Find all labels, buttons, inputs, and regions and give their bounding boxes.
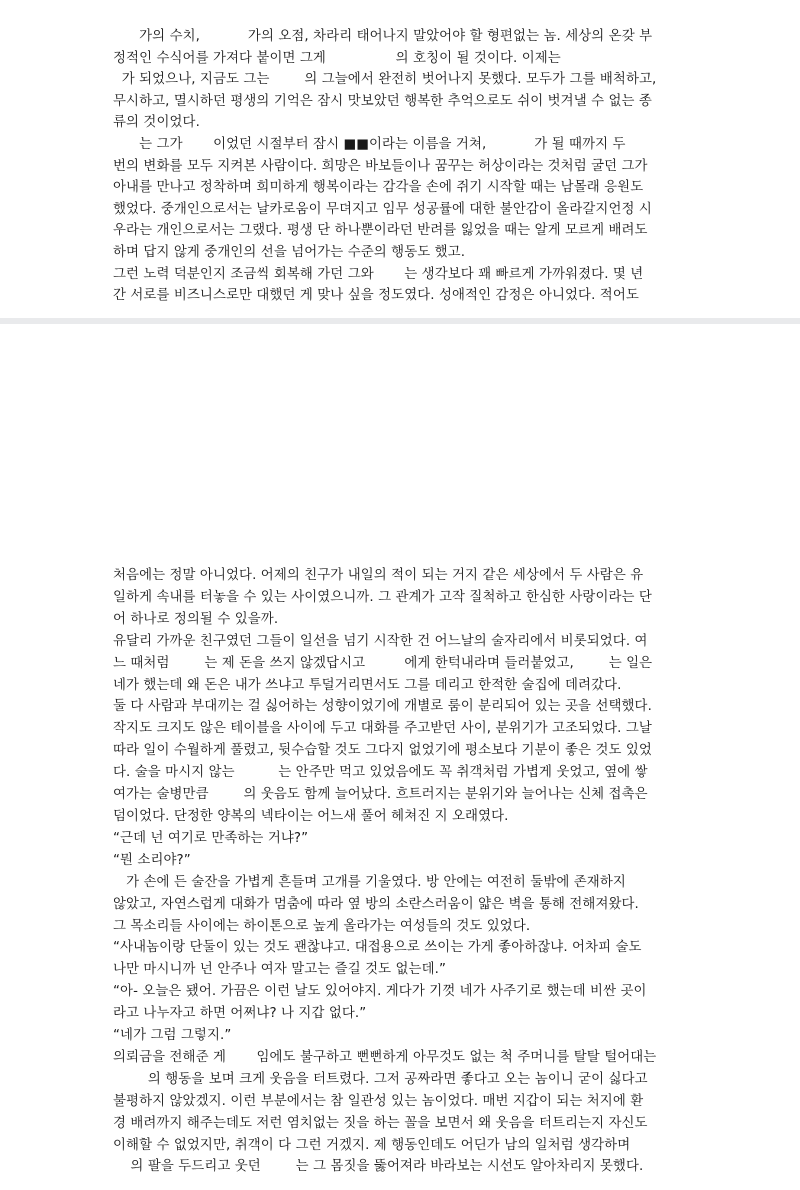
- text-line: 번의 변화를 모두 지켜본 사람이다. 희망은 바보들이나 꿈꾸는 허상이라는 것처럼 굴던 그가: [113, 158, 648, 174]
- text-line: 아내를 만나고 정착하며 희미하게 행복이라는 감각을 손에 쥐기 시작할 때는 남몰래 응원도: [113, 180, 644, 196]
- text-line: 의뢰금을 전해준 게 임에도 불구하고 뻔뻔하게 아무것도 없는 척 주머니를 탈탈 털어대는: [113, 1049, 657, 1065]
- text-line: 무시하고, 멸시하던 평생의 기억은 잠시 맛보았던 행복한 추억으로도 쉬이 벗겨낼 수 없는 종: [113, 93, 652, 109]
- text-line: 정적인 수식어를 가져다 붙이면 그게 의 호칭이 될 것이다. 이제는: [113, 50, 561, 66]
- document-page-bottom: [0, 426, 800, 1190]
- page-bottom-body: [113, 565, 689, 1178]
- text-line: 했었다. 중개인으로서는 날카로움이 무뎌지고 임무 성공률에 대한 불안감이 올라갈지언정 시: [113, 201, 652, 217]
- text-line: 가의 수치, 가의 오점, 차라리 태어나지 말았어야 할 형편없는 놈. 세상의 온갖 부: [113, 29, 653, 44]
- page-separator: [0, 318, 800, 426]
- text-line: 처음에는 정말 아니었다. 어제의 친구가 내일의 적이 되는 거지 같은 세상에서 두 사람은 유: [113, 568, 644, 583]
- text-line: 가 손에 든 술잔을 가볍게 흔들며 고개를 기울였다. 방 안에는 여전히 둘밖에 존재하지: [113, 874, 626, 890]
- text-line: 간 서로를 비즈니스로만 대했던 게 맞나 싶을 정도였다. 성애적인 감정은 아니었다. 적어도: [113, 288, 639, 304]
- text-line: 여가는 술병만큼 의 웃음도 함께 늘어났다. 흐트러지는 분위기와 늘어나는 신체 접촉은: [113, 787, 648, 803]
- text-line: 류의 것이었다.: [113, 115, 200, 131]
- text-line: 덤이었다. 단정한 양복의 넥타이는 어느새 풀어 헤쳐진 지 오래였다.: [113, 808, 509, 824]
- text-line: 느 때처럼 는 제 돈을 쓰지 않겠답시고 에게 한턱내라며 들러붙었고, 는 일은: [113, 655, 653, 671]
- text-line: 라고 나누자고 하면 어쩌냐? 나 지갑 없다.”: [113, 1006, 367, 1022]
- text-line: 그런 노력 덕분인지 조금씩 회복해 가던 그와 는 생각보다 꽤 빠르게 가까워졌다. 몇 년: [113, 266, 644, 282]
- text-line: 유달리 가까운 친구였던 그들이 일선을 넘기 시작한 건 어느날의 술자리에서 비롯되었다. 여: [113, 633, 648, 649]
- text-line: 경 배려까지 해주는데도 저런 염치없는 짓을 하는 꼴을 보면서 왜 웃음을 터트리는지 자신도: [113, 1115, 648, 1131]
- text-line: “네가 그럼 그렇지.”: [113, 1028, 232, 1044]
- document-page-top: [0, 0, 800, 318]
- text-line: 불평하지 않았겠지. 이런 부분에서는 참 일관성 있는 놈이었다. 매번 지갑이 되는 처지에 환: [113, 1093, 644, 1109]
- text-line: “뭔 소리야?”: [113, 852, 191, 868]
- text-line: 일하게 속내를 터놓을 수 있는 사이였으니까. 그 관계가 고작 질척하고 한심한 사랑이라는 단: [113, 589, 652, 605]
- text-line: 나만 마시니까 넌 안주나 여자 말고는 즐길 것도 없는데.”: [113, 962, 447, 978]
- text-line: 작지도 크지도 않은 테이블을 사이에 두고 대화를 주고받던 사이, 분위기가 고조되었다. 그날: [113, 721, 652, 737]
- text-line: 우라는 개인으로서는 그랬다. 평생 단 하나뿐이라던 반려를 잃었을 때는 알게 모르게 배려도: [113, 223, 648, 239]
- text-line: 어 하나로 정의될 수 있을까.: [113, 611, 279, 627]
- page-top-body: [113, 26, 689, 307]
- text-line: 하며 답지 않게 중개인의 선을 넘어가는 수준의 행동도 했고.: [113, 244, 466, 260]
- text-line: 가 되었으나, 지금도 그는 의 그늘에서 완전히 벗어나지 못했다. 모두가 그를 배척하고,: [113, 72, 657, 88]
- text-line: 둘 다 사람과 부대끼는 걸 싫어하는 성향이었기에 개별로 룸이 분리되어 있는 곳을 선택했다.: [113, 699, 652, 715]
- text-line: 따라 일이 수월하게 풀렸고, 뒷수습할 것도 그다지 없었기에 평소보다 기분이 좋은 것도 있었: [113, 743, 652, 759]
- text-line: 는 그가 이었던 시절부터 잠시 ■■이라는 이름을 거쳐, 가 될 때까지 두: [113, 136, 626, 152]
- text-line: 다. 술을 마시지 않는 는 안주만 먹고 있었음에도 꼭 취객처럼 가볍게 웃었고, 옆에 쌓: [113, 765, 648, 781]
- text-line: 의 팔을 두드리고 웃던 는 그 몸짓을 뚫어져라 바라보는 시선도 알아차리지 못했다.: [113, 1159, 644, 1175]
- text-line: 않았고, 자연스럽게 대화가 멈춤에 따라 옆 방의 소란스러움이 얇은 벽을 통해 전해져왔다.: [113, 896, 639, 912]
- text-line: “아- 오늘은 됐어. 가끔은 이런 날도 있어야지. 게다가 기껏 네가 사주기로 했는데 비싼 곳이: [113, 984, 647, 1000]
- text-line: 의 행동을 보며 크게 웃음을 터트렸다. 그저 공짜라면 좋다고 오는 놈이니 굳이 싫다고: [113, 1071, 648, 1087]
- text-line: 네가 했는데 왜 돈은 내가 쓰냐고 투덜거리면서도 그를 데리고 한적한 술집에 데려갔다.: [113, 677, 622, 693]
- page-top-margin: [0, 324, 800, 426]
- text-line: “사내놈이랑 단둘이 있는 것도 괜찮냐고. 대접용으로 쓰이는 가게 좋아하잖냐. 어차피 술도: [113, 940, 642, 956]
- text-line: 그 목소리들 사이에는 하이톤으로 높게 올라가는 여성들의 것도 있었다.: [113, 918, 531, 934]
- text-line: “근데 넌 여기로 만족하는 거냐?”: [113, 830, 309, 846]
- text-line: 이해할 수 없었지만, 취객이 다 그런 거겠지. 제 행동인데도 어딘가 남의 일처럼 생각하며: [113, 1137, 631, 1153]
